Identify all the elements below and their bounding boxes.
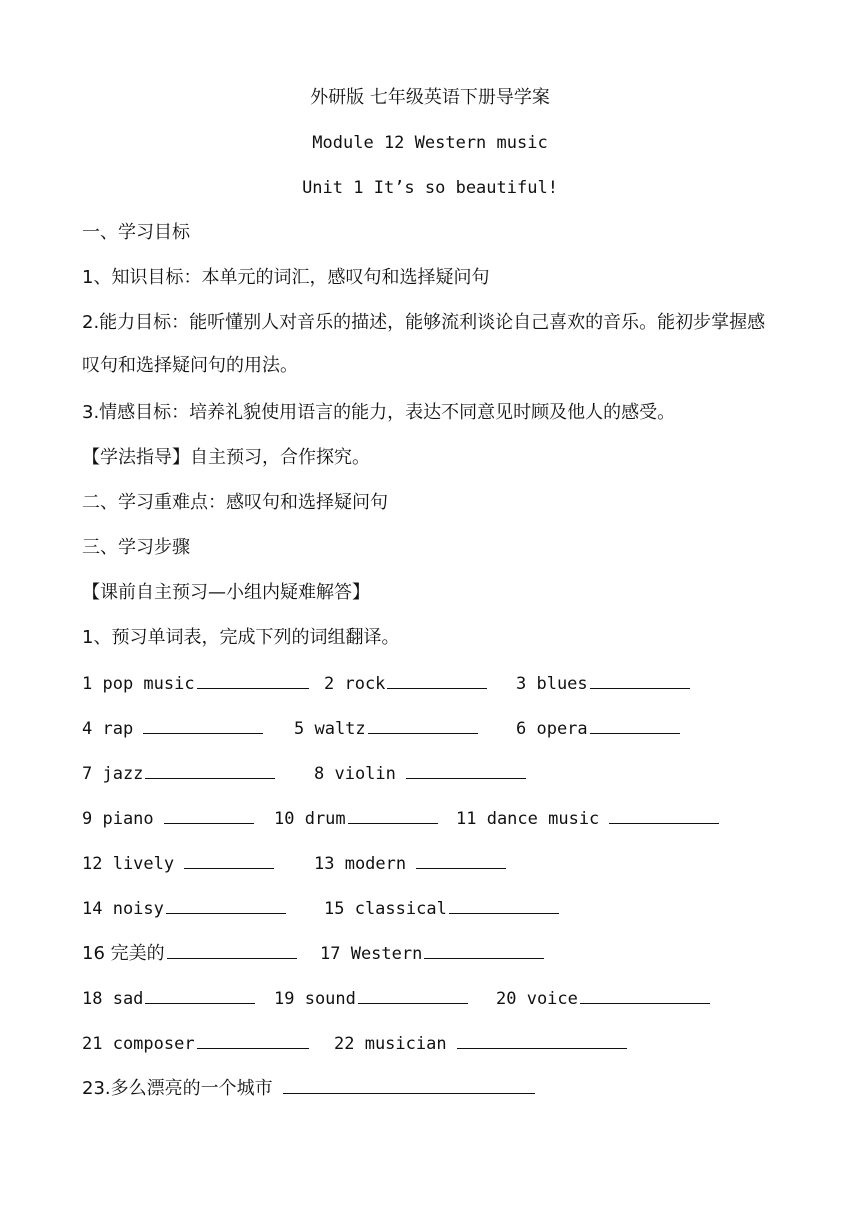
answer-blank[interactable] xyxy=(283,1077,535,1094)
vocab-item: 18 sad xyxy=(82,987,255,1011)
vocab-item: 2 rock xyxy=(324,672,487,696)
answer-blank[interactable] xyxy=(358,987,468,1004)
answer-blank[interactable] xyxy=(167,942,297,959)
module-title: Module 12 Western music xyxy=(312,133,548,153)
vocab-item: 23.多么漂亮的一个城市 xyxy=(82,1077,535,1101)
key-points: 二、学习重难点：感叹句和选择疑问句 xyxy=(82,492,388,513)
answer-blank[interactable] xyxy=(449,897,559,914)
vocab-item: 6 opera xyxy=(516,717,680,741)
vocab-item: 17 Western xyxy=(320,942,544,966)
vocab-item: 12 lively xyxy=(82,852,274,876)
goal-emotion: 3.情感目标：培养礼貌使用语言的能力，表达不同意见时顾及他人的感受。 xyxy=(82,402,676,423)
answer-blank[interactable] xyxy=(387,672,487,689)
answer-blank[interactable] xyxy=(145,762,275,779)
unit-title: Unit 1 It’s so beautiful! xyxy=(302,178,558,198)
vocab-item: 1 pop music xyxy=(82,672,309,696)
vocab-item: 3 blues xyxy=(516,672,690,696)
vocab-item: 15 classical xyxy=(324,897,559,921)
document-title: 外研版 七年级英语下册导学案 xyxy=(310,87,550,108)
answer-blank[interactable] xyxy=(368,717,478,734)
answer-blank[interactable] xyxy=(416,852,506,869)
vocab-item: 5 waltz xyxy=(294,717,478,741)
goals-heading: 一、学习目标 xyxy=(82,222,190,243)
answer-blank[interactable] xyxy=(197,672,309,689)
answer-blank[interactable] xyxy=(580,987,710,1004)
answer-blank[interactable] xyxy=(609,807,719,824)
vocab-item: 7 jazz xyxy=(82,762,275,786)
method-guide: 【学法指导】自主预习，合作探究。 xyxy=(82,447,370,468)
vocab-item: 11 dance music xyxy=(456,807,719,831)
vocab-item: 13 modern xyxy=(314,852,506,876)
preview-heading: 【课前自主预习—小组内疑难解答】 xyxy=(82,582,370,603)
answer-blank[interactable] xyxy=(590,672,690,689)
answer-blank[interactable] xyxy=(457,1032,627,1049)
answer-blank[interactable] xyxy=(145,987,255,1004)
vocab-item: 16 完美的 xyxy=(82,942,297,966)
vocab-item: 9 piano xyxy=(82,807,254,831)
answer-blank[interactable] xyxy=(197,1032,309,1049)
vocab-item: 4 rap xyxy=(82,717,263,741)
task-translate: 1、预习单词表，完成下列的词组翻译。 xyxy=(82,627,400,648)
goal-ability: 2.能力目标：能听懂别人对音乐的描述，能够流利谈论自己喜欢的音乐。能初步掌握感叹句和选择疑问句的用法。 xyxy=(82,312,766,376)
vocab-item: 21 composer xyxy=(82,1032,309,1056)
goal-knowledge: 1、知识目标：本单元的词汇，感叹句和选择疑问句 xyxy=(82,267,490,288)
vocab-item: 22 musician xyxy=(334,1032,627,1056)
vocab-item: 20 voice xyxy=(496,987,710,1011)
answer-blank[interactable] xyxy=(406,762,526,779)
vocab-item: 14 noisy xyxy=(82,897,286,921)
vocab-item: 10 drum xyxy=(274,807,438,831)
answer-blank[interactable] xyxy=(164,807,254,824)
answer-blank[interactable] xyxy=(424,942,544,959)
vocab-item: 19 sound xyxy=(274,987,468,1011)
steps-heading: 三、学习步骤 xyxy=(82,537,190,558)
answer-blank[interactable] xyxy=(590,717,680,734)
answer-blank[interactable] xyxy=(348,807,438,824)
answer-blank[interactable] xyxy=(184,852,274,869)
vocab-item: 8 violin xyxy=(314,762,526,786)
answer-blank[interactable] xyxy=(166,897,286,914)
answer-blank[interactable] xyxy=(143,717,263,734)
